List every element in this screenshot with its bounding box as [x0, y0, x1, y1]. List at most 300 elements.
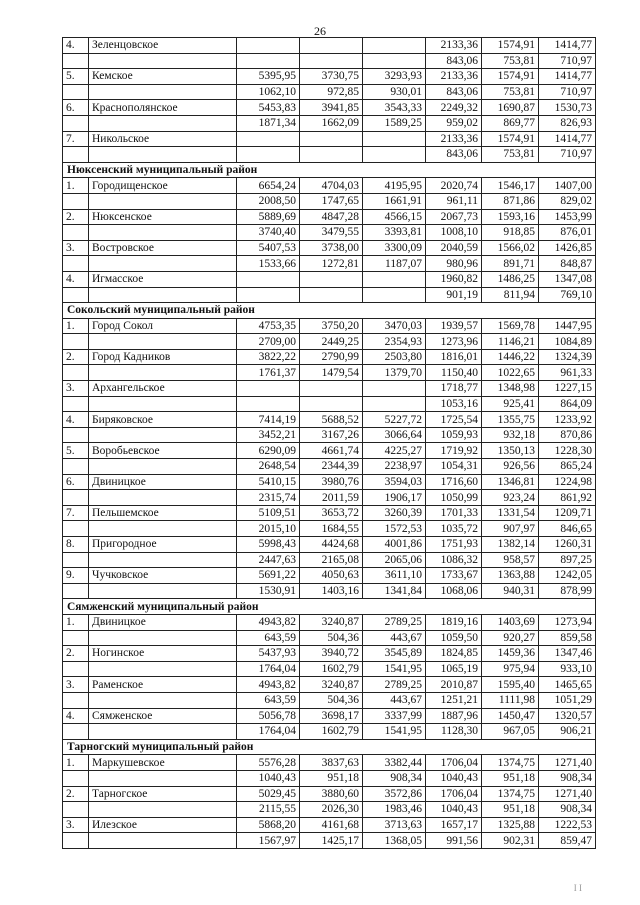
- value-cell: 6654,24: [237, 178, 300, 194]
- value-cell: 1050,99: [426, 490, 482, 506]
- value-cell: 1602,79: [300, 724, 363, 740]
- value-cell: [363, 271, 426, 287]
- settlement-name: Архангельское: [89, 381, 237, 397]
- table-row: [63, 583, 596, 599]
- value-cell: 5410,15: [237, 474, 300, 490]
- row-number: [63, 459, 89, 475]
- value-cell: [363, 147, 426, 163]
- value-cell: 1530,73: [539, 100, 596, 116]
- value-cell: 933,10: [539, 661, 596, 677]
- settlement-name: [89, 724, 237, 740]
- value-cell: 861,92: [539, 490, 596, 506]
- value-cell: 710,97: [539, 53, 596, 69]
- settlement-name: [89, 661, 237, 677]
- row-number: [63, 53, 89, 69]
- value-cell: 1331,54: [482, 505, 539, 521]
- row-number: [63, 287, 89, 303]
- value-cell: [300, 53, 363, 69]
- value-cell: 2008,50: [237, 193, 300, 209]
- value-cell: 2789,25: [363, 677, 426, 693]
- value-cell: 811,94: [482, 287, 539, 303]
- table-row: [63, 412, 596, 428]
- row-number: 7.: [63, 505, 89, 521]
- settlement-name: Зеленцовское: [89, 38, 237, 54]
- value-cell: 5227,72: [363, 412, 426, 428]
- value-cell: 1566,02: [482, 240, 539, 256]
- value-cell: 876,01: [539, 225, 596, 241]
- value-cell: 1059,93: [426, 427, 482, 443]
- settlement-name: Нюксенское: [89, 209, 237, 225]
- settlement-name: Воробьевское: [89, 443, 237, 459]
- value-cell: 504,36: [300, 692, 363, 708]
- table-row: [63, 661, 596, 677]
- value-cell: 1706,04: [426, 786, 482, 802]
- value-cell: [237, 38, 300, 54]
- value-cell: 1572,53: [363, 521, 426, 537]
- value-cell: 5998,43: [237, 537, 300, 553]
- value-cell: 902,31: [482, 833, 539, 849]
- value-cell: 908,34: [363, 770, 426, 786]
- table-row: [63, 459, 596, 475]
- table-row: [63, 147, 596, 163]
- row-number: [63, 427, 89, 443]
- value-cell: 3822,22: [237, 349, 300, 365]
- value-cell: 5868,20: [237, 817, 300, 833]
- value-cell: [363, 131, 426, 147]
- row-number: 4.: [63, 271, 89, 287]
- value-cell: 3572,86: [363, 786, 426, 802]
- value-cell: 920,27: [482, 630, 539, 646]
- table-row: [63, 833, 596, 849]
- value-cell: 961,33: [539, 365, 596, 381]
- value-cell: 3730,75: [300, 69, 363, 85]
- value-cell: 5395,95: [237, 69, 300, 85]
- value-cell: 1447,95: [539, 318, 596, 334]
- value-cell: 1486,25: [482, 271, 539, 287]
- value-cell: 967,05: [482, 724, 539, 740]
- value-cell: 2065,06: [363, 552, 426, 568]
- value-cell: [300, 147, 363, 163]
- value-cell: 1747,65: [300, 193, 363, 209]
- value-cell: 4424,68: [300, 537, 363, 553]
- value-cell: 2709,00: [237, 334, 300, 350]
- value-cell: 5453,83: [237, 100, 300, 116]
- value-cell: 1661,91: [363, 193, 426, 209]
- row-number: 3.: [63, 381, 89, 397]
- value-cell: 1824,85: [426, 646, 482, 662]
- row-number: [63, 115, 89, 131]
- value-cell: 1111,98: [482, 692, 539, 708]
- table-row: [63, 505, 596, 521]
- value-cell: 1764,04: [237, 724, 300, 740]
- value-cell: 1403,16: [300, 583, 363, 599]
- row-number: [63, 724, 89, 740]
- value-cell: 504,36: [300, 630, 363, 646]
- settlement-name: [89, 583, 237, 599]
- value-cell: 1040,43: [426, 802, 482, 818]
- value-cell: 1479,54: [300, 365, 363, 381]
- value-cell: 906,21: [539, 724, 596, 740]
- table-row: [63, 84, 596, 100]
- value-cell: [300, 287, 363, 303]
- value-cell: 5029,45: [237, 786, 300, 802]
- row-number: 6.: [63, 474, 89, 490]
- row-number: 8.: [63, 537, 89, 553]
- row-number: [63, 583, 89, 599]
- district-name: Тарногский муниципальный район: [63, 739, 596, 755]
- value-cell: 930,01: [363, 84, 426, 100]
- value-cell: 2133,36: [426, 69, 482, 85]
- row-number: 5.: [63, 443, 89, 459]
- value-cell: 907,97: [482, 521, 539, 537]
- tariff-table: [62, 37, 596, 849]
- value-cell: 1706,04: [426, 755, 482, 771]
- settlement-name: Востровское: [89, 240, 237, 256]
- value-cell: 1541,95: [363, 661, 426, 677]
- settlement-name: [89, 692, 237, 708]
- value-cell: 1983,46: [363, 802, 426, 818]
- value-cell: 1379,70: [363, 365, 426, 381]
- value-cell: 2447,63: [237, 552, 300, 568]
- value-cell: 932,18: [482, 427, 539, 443]
- settlement-name: Сямженское: [89, 708, 237, 724]
- value-cell: 3740,40: [237, 225, 300, 241]
- value-cell: 4225,27: [363, 443, 426, 459]
- value-cell: 1065,19: [426, 661, 482, 677]
- value-cell: 1272,81: [300, 256, 363, 272]
- value-cell: [237, 287, 300, 303]
- value-cell: 1224,98: [539, 474, 596, 490]
- value-cell: [237, 147, 300, 163]
- value-cell: 859,47: [539, 833, 596, 849]
- settlement-name: [89, 334, 237, 350]
- value-cell: 5691,22: [237, 568, 300, 584]
- settlement-name: [89, 459, 237, 475]
- value-cell: 2040,59: [426, 240, 482, 256]
- value-cell: 1761,37: [237, 365, 300, 381]
- settlement-name: Игмасское: [89, 271, 237, 287]
- value-cell: 1764,04: [237, 661, 300, 677]
- value-cell: 2133,36: [426, 38, 482, 54]
- value-cell: 1546,17: [482, 178, 539, 194]
- value-cell: 908,34: [539, 770, 596, 786]
- value-cell: 826,93: [539, 115, 596, 131]
- table-row: [63, 817, 596, 833]
- value-cell: 4566,15: [363, 209, 426, 225]
- settlement-name: [89, 833, 237, 849]
- value-cell: 5576,28: [237, 755, 300, 771]
- table-row: [63, 53, 596, 69]
- settlement-name: Илезское: [89, 817, 237, 833]
- row-number: [63, 833, 89, 849]
- value-cell: 3738,00: [300, 240, 363, 256]
- row-number: 2.: [63, 786, 89, 802]
- value-cell: 1320,57: [539, 708, 596, 724]
- row-number: 4.: [63, 708, 89, 724]
- value-cell: 1227,15: [539, 381, 596, 397]
- table-row: [63, 256, 596, 272]
- value-cell: 1414,77: [539, 131, 596, 147]
- value-cell: 1718,77: [426, 381, 482, 397]
- value-cell: [300, 131, 363, 147]
- row-number: [63, 770, 89, 786]
- value-cell: 1350,13: [482, 443, 539, 459]
- value-cell: 1719,92: [426, 443, 482, 459]
- value-cell: 1725,54: [426, 412, 482, 428]
- settlement-name: [89, 630, 237, 646]
- value-cell: 769,10: [539, 287, 596, 303]
- table-row: [63, 225, 596, 241]
- value-cell: 1347,08: [539, 271, 596, 287]
- table-row: [63, 755, 596, 771]
- value-cell: 3545,89: [363, 646, 426, 662]
- table-row: [63, 193, 596, 209]
- value-cell: 3167,26: [300, 427, 363, 443]
- value-cell: 753,81: [482, 147, 539, 163]
- value-cell: 1233,92: [539, 412, 596, 428]
- value-cell: 1242,05: [539, 568, 596, 584]
- value-cell: 951,18: [482, 770, 539, 786]
- row-number: [63, 396, 89, 412]
- table-row: [63, 770, 596, 786]
- value-cell: 1341,84: [363, 583, 426, 599]
- value-cell: 951,18: [300, 770, 363, 786]
- value-cell: 643,59: [237, 630, 300, 646]
- table-row: [63, 802, 596, 818]
- value-cell: 753,81: [482, 53, 539, 69]
- value-cell: 3837,63: [300, 755, 363, 771]
- settlement-name: [89, 521, 237, 537]
- row-number: 6.: [63, 100, 89, 116]
- row-number: 4.: [63, 412, 89, 428]
- value-cell: 1819,16: [426, 614, 482, 630]
- value-cell: 1407,00: [539, 178, 596, 194]
- table-row: [63, 38, 596, 54]
- value-cell: 1271,40: [539, 755, 596, 771]
- value-cell: 3452,21: [237, 427, 300, 443]
- district-name: Сямженский муниципальный район: [63, 599, 596, 615]
- value-cell: 1690,87: [482, 100, 539, 116]
- tariff-table-body: [63, 38, 596, 849]
- row-number: 5.: [63, 69, 89, 85]
- settlement-name: [89, 147, 237, 163]
- value-cell: 3940,72: [300, 646, 363, 662]
- row-number: [63, 193, 89, 209]
- value-cell: 1062,10: [237, 84, 300, 100]
- value-cell: 4847,28: [300, 209, 363, 225]
- value-cell: 980,96: [426, 256, 482, 272]
- value-cell: 1260,31: [539, 537, 596, 553]
- value-cell: 2011,59: [300, 490, 363, 506]
- row-number: [63, 334, 89, 350]
- row-number: 1.: [63, 755, 89, 771]
- value-cell: 1589,25: [363, 115, 426, 131]
- value-cell: 4943,82: [237, 677, 300, 693]
- table-row: [63, 381, 596, 397]
- district-header-row: [63, 303, 596, 319]
- value-cell: 1887,96: [426, 708, 482, 724]
- value-cell: 843,06: [426, 53, 482, 69]
- settlement-name: [89, 365, 237, 381]
- value-cell: 3713,63: [363, 817, 426, 833]
- value-cell: 1871,34: [237, 115, 300, 131]
- value-cell: 1040,43: [426, 770, 482, 786]
- value-cell: 1453,99: [539, 209, 596, 225]
- value-cell: 1403,69: [482, 614, 539, 630]
- value-cell: [363, 381, 426, 397]
- value-cell: 1128,30: [426, 724, 482, 740]
- value-cell: 1273,96: [426, 334, 482, 350]
- settlement-name: Биряковское: [89, 412, 237, 428]
- value-cell: 6290,09: [237, 443, 300, 459]
- value-cell: [237, 53, 300, 69]
- district-header-row: [63, 599, 596, 615]
- value-cell: 1567,97: [237, 833, 300, 849]
- value-cell: [363, 53, 426, 69]
- value-cell: [237, 131, 300, 147]
- value-cell: 1209,71: [539, 505, 596, 521]
- value-cell: 5889,69: [237, 209, 300, 225]
- value-cell: 1035,72: [426, 521, 482, 537]
- value-cell: [363, 38, 426, 54]
- value-cell: 2238,97: [363, 459, 426, 475]
- value-cell: 951,18: [482, 802, 539, 818]
- row-number: 7.: [63, 131, 89, 147]
- value-cell: 923,24: [482, 490, 539, 506]
- row-number: [63, 692, 89, 708]
- settlement-name: Кемское: [89, 69, 237, 85]
- row-number: 2.: [63, 646, 89, 662]
- value-cell: 2648,54: [237, 459, 300, 475]
- row-number: [63, 147, 89, 163]
- value-cell: 1414,77: [539, 38, 596, 54]
- row-number: 9.: [63, 568, 89, 584]
- value-cell: 991,56: [426, 833, 482, 849]
- value-cell: 1347,46: [539, 646, 596, 662]
- value-cell: 871,86: [482, 193, 539, 209]
- value-cell: 926,56: [482, 459, 539, 475]
- table-row: [63, 131, 596, 147]
- value-cell: 1374,75: [482, 786, 539, 802]
- value-cell: 1414,77: [539, 69, 596, 85]
- value-cell: 958,57: [482, 552, 539, 568]
- table-row: [63, 443, 596, 459]
- value-cell: 1574,91: [482, 69, 539, 85]
- settlement-name: Ногинское: [89, 646, 237, 662]
- value-cell: 1960,82: [426, 271, 482, 287]
- value-cell: 1684,55: [300, 521, 363, 537]
- value-cell: 870,86: [539, 427, 596, 443]
- table-row: [63, 287, 596, 303]
- value-cell: 5437,93: [237, 646, 300, 662]
- row-number: 1.: [63, 614, 89, 630]
- value-cell: 869,77: [482, 115, 539, 131]
- value-cell: 710,97: [539, 147, 596, 163]
- settlement-name: Никольское: [89, 131, 237, 147]
- value-cell: 1054,31: [426, 459, 482, 475]
- value-cell: 940,31: [482, 583, 539, 599]
- value-cell: 2503,80: [363, 349, 426, 365]
- value-cell: 3240,87: [300, 677, 363, 693]
- value-cell: 925,41: [482, 396, 539, 412]
- value-cell: 846,65: [539, 521, 596, 537]
- value-cell: 1022,65: [482, 365, 539, 381]
- table-row: [63, 69, 596, 85]
- value-cell: 1541,95: [363, 724, 426, 740]
- table-row: [63, 240, 596, 256]
- value-cell: 3653,72: [300, 505, 363, 521]
- value-cell: 2790,99: [300, 349, 363, 365]
- table-row: [63, 552, 596, 568]
- table-row: [63, 115, 596, 131]
- table-row: [63, 614, 596, 630]
- value-cell: 2165,08: [300, 552, 363, 568]
- settlement-name: Маркушевское: [89, 755, 237, 771]
- value-cell: 5109,51: [237, 505, 300, 521]
- value-cell: 2344,39: [300, 459, 363, 475]
- table-row: [63, 349, 596, 365]
- table-row: [63, 100, 596, 116]
- value-cell: 5407,53: [237, 240, 300, 256]
- settlement-name: Город Сокол: [89, 318, 237, 334]
- value-cell: 5056,78: [237, 708, 300, 724]
- value-cell: 3698,17: [300, 708, 363, 724]
- value-cell: 2354,93: [363, 334, 426, 350]
- settlement-name: Краснополянское: [89, 100, 237, 116]
- value-cell: 864,09: [539, 396, 596, 412]
- value-cell: 878,99: [539, 583, 596, 599]
- value-cell: 1450,47: [482, 708, 539, 724]
- value-cell: 2010,87: [426, 677, 482, 693]
- value-cell: 843,06: [426, 147, 482, 163]
- value-cell: 4661,74: [300, 443, 363, 459]
- value-cell: [300, 381, 363, 397]
- value-cell: 975,94: [482, 661, 539, 677]
- value-cell: 829,02: [539, 193, 596, 209]
- row-number: [63, 256, 89, 272]
- value-cell: 2133,36: [426, 131, 482, 147]
- settlement-name: [89, 396, 237, 412]
- row-number: [63, 521, 89, 537]
- value-cell: 1595,40: [482, 677, 539, 693]
- settlement-name: [89, 115, 237, 131]
- value-cell: 901,19: [426, 287, 482, 303]
- value-cell: 1446,22: [482, 349, 539, 365]
- value-cell: 1751,93: [426, 537, 482, 553]
- table-row: [63, 427, 596, 443]
- row-number: 2.: [63, 349, 89, 365]
- settlement-name: Двиницкое: [89, 474, 237, 490]
- value-cell: 859,58: [539, 630, 596, 646]
- row-number: [63, 552, 89, 568]
- value-cell: 3066,64: [363, 427, 426, 443]
- value-cell: 1602,79: [300, 661, 363, 677]
- value-cell: 1228,30: [539, 443, 596, 459]
- row-number: [63, 630, 89, 646]
- settlement-name: [89, 256, 237, 272]
- value-cell: [237, 271, 300, 287]
- value-cell: 1533,66: [237, 256, 300, 272]
- value-cell: 2315,74: [237, 490, 300, 506]
- row-number: [63, 365, 89, 381]
- row-number: [63, 661, 89, 677]
- value-cell: 1906,17: [363, 490, 426, 506]
- value-cell: 753,81: [482, 84, 539, 100]
- settlement-name: [89, 802, 237, 818]
- value-cell: 1187,07: [363, 256, 426, 272]
- value-cell: 1086,32: [426, 552, 482, 568]
- value-cell: 3337,99: [363, 708, 426, 724]
